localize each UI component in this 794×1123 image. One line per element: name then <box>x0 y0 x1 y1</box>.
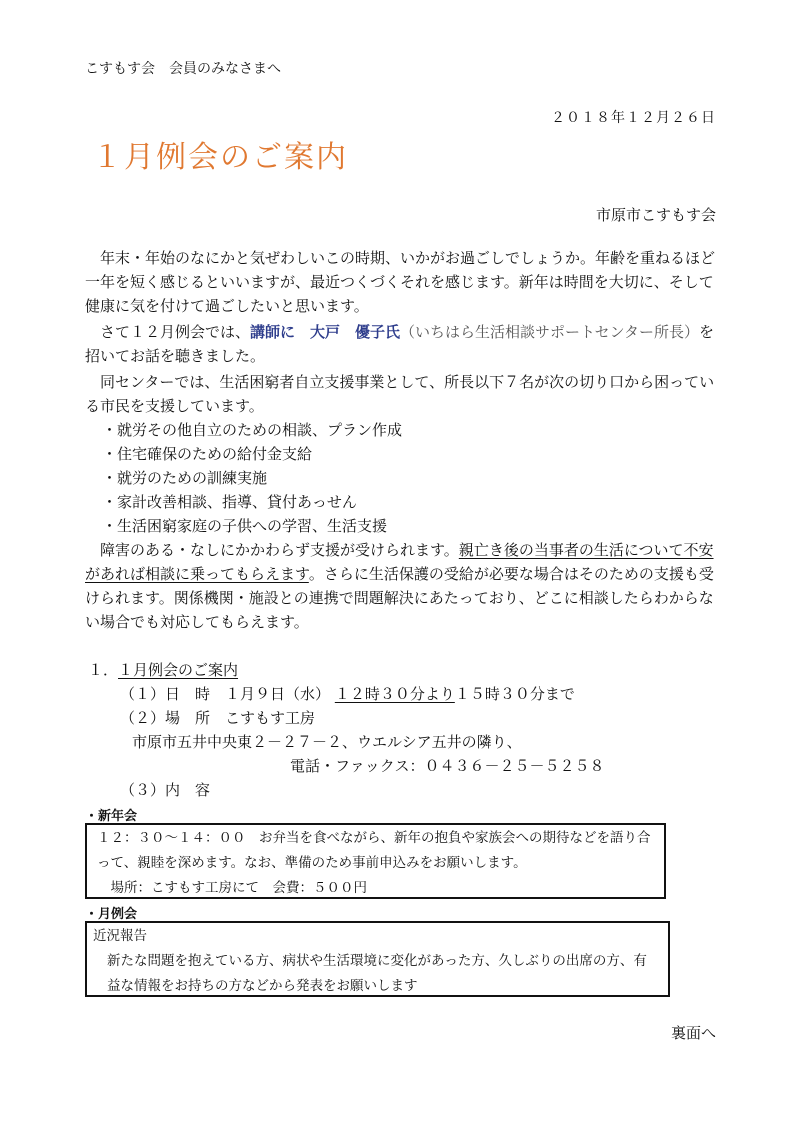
support-text-pre: 障害のある・なしにかかわらず支援が受けられます。 <box>85 541 459 559</box>
list-item: ・住宅確保のための給付金支給 <box>102 445 313 463</box>
monthly-label <box>85 903 137 922</box>
support-text-post: 。さらに生活保護の受給が必要な場合はそのための支援も受けられます。関係機関・施設との連携で問題解決にあたっており、どこに相談したらわからない場合でも対応してもらえます。 <box>85 565 714 631</box>
address-line: 市原市五井中央東２－２７－２、ウエルシア五井の隣り、 <box>132 733 522 751</box>
datetime-day: １月９日（水） <box>225 685 331 703</box>
support-paragraph <box>85 538 715 634</box>
content-label: （３）内 容 <box>120 781 211 799</box>
newyear-text: １２：３０～１４：００ お弁当を食べながら、新年の抱負や家族会への期待などを語り合って、親睦を深めます。なお、準備のため事前申込みをお願いします。 <box>97 830 651 871</box>
list-item: ・就労その他自立のための相談、プラン作成 <box>102 421 403 439</box>
list-item: ・家計改善相談、指導、貸付あっせん <box>102 493 357 511</box>
newyear-place-fee: 場所：こすもす工房にて 会費：５００円 <box>97 880 367 896</box>
lecture-text-pre: さて１２月例会では、 <box>85 323 251 341</box>
place-row <box>120 707 315 728</box>
datetime-start: １２時３０分より <box>334 685 455 703</box>
newyear-label-text: 新年会 <box>98 809 138 824</box>
newyear-label-prefix: ・ <box>85 809 99 824</box>
place-name: こすもす工房 <box>225 709 316 727</box>
list-item: ・生活困窮家庭の子供への学習、生活支援 <box>102 517 388 535</box>
document-title: １月例会のご案内 <box>92 140 348 175</box>
lecture-text-post: を招いてお話を聴きました。 <box>85 323 714 365</box>
sender: 市原市こすもす会 <box>595 206 716 224</box>
datetime-label: （１）日 時 <box>120 685 226 703</box>
datetime-row <box>120 683 575 704</box>
place-label: （２）場 所 <box>120 709 226 727</box>
speaker-name: 講師に 大戸 優子氏 <box>250 323 401 341</box>
section-title: １月例会のご案内 <box>118 661 239 679</box>
addressee: こすもす会 会員のみなさまへ <box>85 61 281 77</box>
newyear-box <box>85 823 666 899</box>
center-paragraph: 同センターでは、生活困窮者自立支援事業として、所長以下７名が次の切り口から困っている市民を支援しています。 <box>85 373 715 415</box>
lecture-paragraph <box>85 320 715 368</box>
monthly-label-text: 月例会 <box>98 907 138 922</box>
monthly-title: 近況報告 <box>93 928 147 944</box>
monthly-label-prefix: ・ <box>85 907 99 922</box>
newyear-label <box>85 805 137 824</box>
list-item: ・就労のための訓練実施 <box>102 469 268 487</box>
monthly-text: 新たな問題を抱えている方、病状や生活環境に変化があった方、久しぶりの出席の方、有益な情報をお持ちの方などから発表をお願いします <box>107 953 647 994</box>
underlined-text: 親亡き後の当事者の生活について不安があれば相談に乗ってもらえます <box>85 541 714 583</box>
speaker-affiliation: （いちはら生活相談サポートセンター所長） <box>400 323 699 341</box>
datetime-end: １５時３０分まで <box>454 685 575 703</box>
next-page-note: 裏面へ <box>670 1024 716 1042</box>
monthly-box <box>85 921 670 997</box>
phone-line: 電話・ファックス：０４３６－２５－５２５８ <box>290 757 605 775</box>
section-heading <box>88 659 238 680</box>
section-number: １． <box>88 661 119 679</box>
support-list <box>102 418 402 538</box>
intro-paragraph: 年末・年始のなにかと気ぜわしいこの時期、いかがお過ごしでしょうか。年齢を重ねるほど一年を短く感じるといいますが、最近つくづくそれを感じます。新年は時間を大切に、そして健康に気を付けて過ごしたいと思います。 <box>85 249 716 315</box>
document-date: ２０１８年１２月２６日 <box>551 110 716 126</box>
